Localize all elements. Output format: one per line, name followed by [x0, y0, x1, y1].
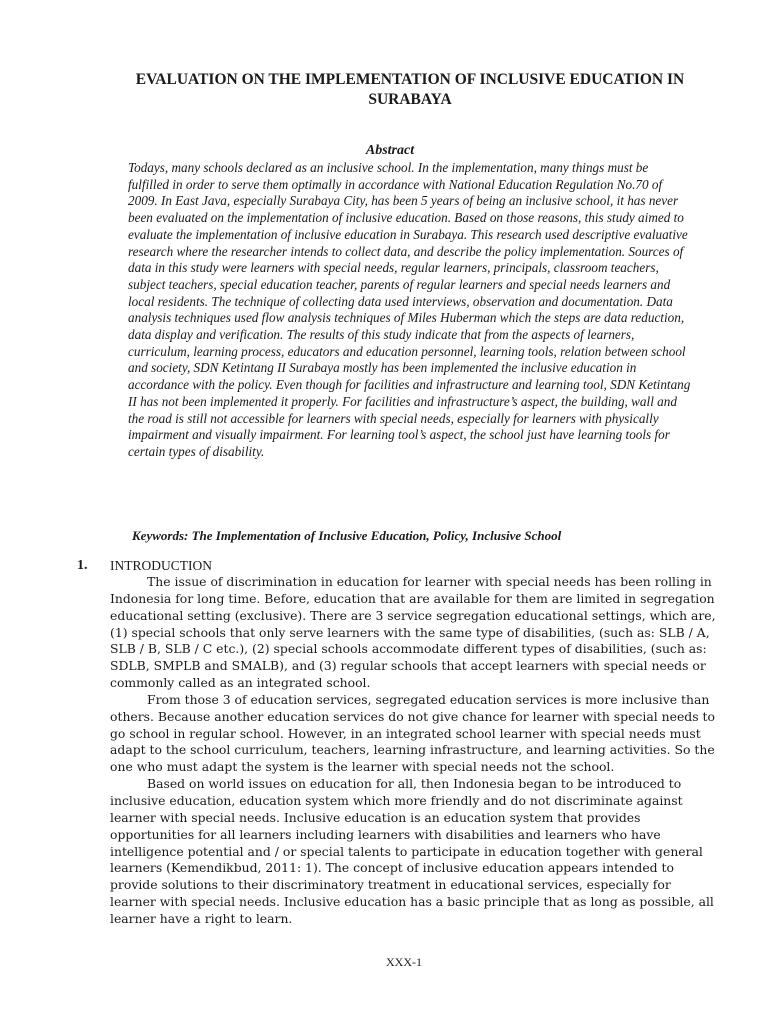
abstract-heading: Abstract — [365, 143, 415, 158]
introduction-body — [110, 574, 716, 928]
section-title: INTRODUCTION — [110, 558, 212, 573]
introduction-paragraph: Based on world issues on education for all, then Indonesia began to be introduced to inclusive education, education system which more friendly and do not discriminate against learner with special needs. Inclusive education is an education system that provides opportunities for all learners including learners with disabilities and learners who have intelligence potential and / or special talents to participate in education together with general learners (Kemendikbud, 2011: 1). The concept of inclusive education appears intended to provide solutions to their discriminatory treatment in educational services, especially for learner with special needs. Inclusive education has a basic principle that as long as possible, all learner have a right to learn. — [110, 776, 714, 926]
abstract-text: Todays, many schools declared as an inclusive school. In the implementation, many things must be fulfilled in order to serve them optimally in accordance with National Education Regulation No.70 of 2009. In East Java, especially Surabaya City, has been 5 years of being an inclusive school, it has never been evaluated on the implementation of inclusive education. Based on those reasons, this study aimed to evaluate the implementation of inclusive education in Surabaya. This research used descriptive evaluative research where the researcher intends to collect data, and describe the policy implementation. Sources of data in this study were learners with special needs, regular learners, principals, classroom teachers, subject teachers, special education teacher, parents of regular learners and special needs learners and local residents. The technique of collecting data used interviews, observation and documentation. Data analysis techniques used flow analysis techniques of Miles Huberman which the steps are data reduction, data display and verification. The results of this study indicate that from the aspects of learners, curriculum, learning process, educators and education personnel, learning tools, relation between school and society, SDN Ketintang II Surabaya mostly has been implemented the inclusive education in accordance with the policy. Even though for facilities and infrastructure and learning tool, SDN Ketintang II has not been implemented it properly. For facilities and infrastructure’s aspect, the building, wall and the road is still not accessible for learners with special needs, especially for learners with physically impairment and visually impairment. For learning tool’s aspect, the school just have learning tools for certain types of disability. — [128, 160, 691, 459]
section-number: 1. — [77, 558, 88, 573]
introduction-paragraph: The issue of discrimination in education for learner with special needs has been rolling in Indonesia for long time. Before, education that are available for them are limited in segregation educational setting (exclusive). There are 3 service segregation educational settings, which are, (1) special schools that only serve learners with the same type of disabilities, (such as: SLB / A, SLB / B, SLB / C etc.), (2) special schools accommodate different types of disabilities, (such as: SDLB, SMPLB and SMALB), and (3) regular schools that accept learners with special needs or commonly called as an integrated school. — [110, 574, 716, 691]
page-number: XXX-1 — [386, 955, 422, 969]
keywords-line: Keywords: The Implementation of Inclusive Education, Policy, Inclusive School — [132, 528, 562, 543]
paper-title: EVALUATION ON THE IMPLEMENTATION OF INCLUSIVE EDUCATION IN SURABAYA — [135, 71, 685, 108]
introduction-paragraph: From those 3 of education services, segregated education services is more inclusive than others. Because another education services do not give chance for learner with special needs to go school in regular school. However, in an integrated school learner with special needs must adapt to the school curriculum, teachers, learning infrastructure, and learning activities. So the one who must adapt the system is the learner with special needs not the school. — [110, 691, 715, 775]
